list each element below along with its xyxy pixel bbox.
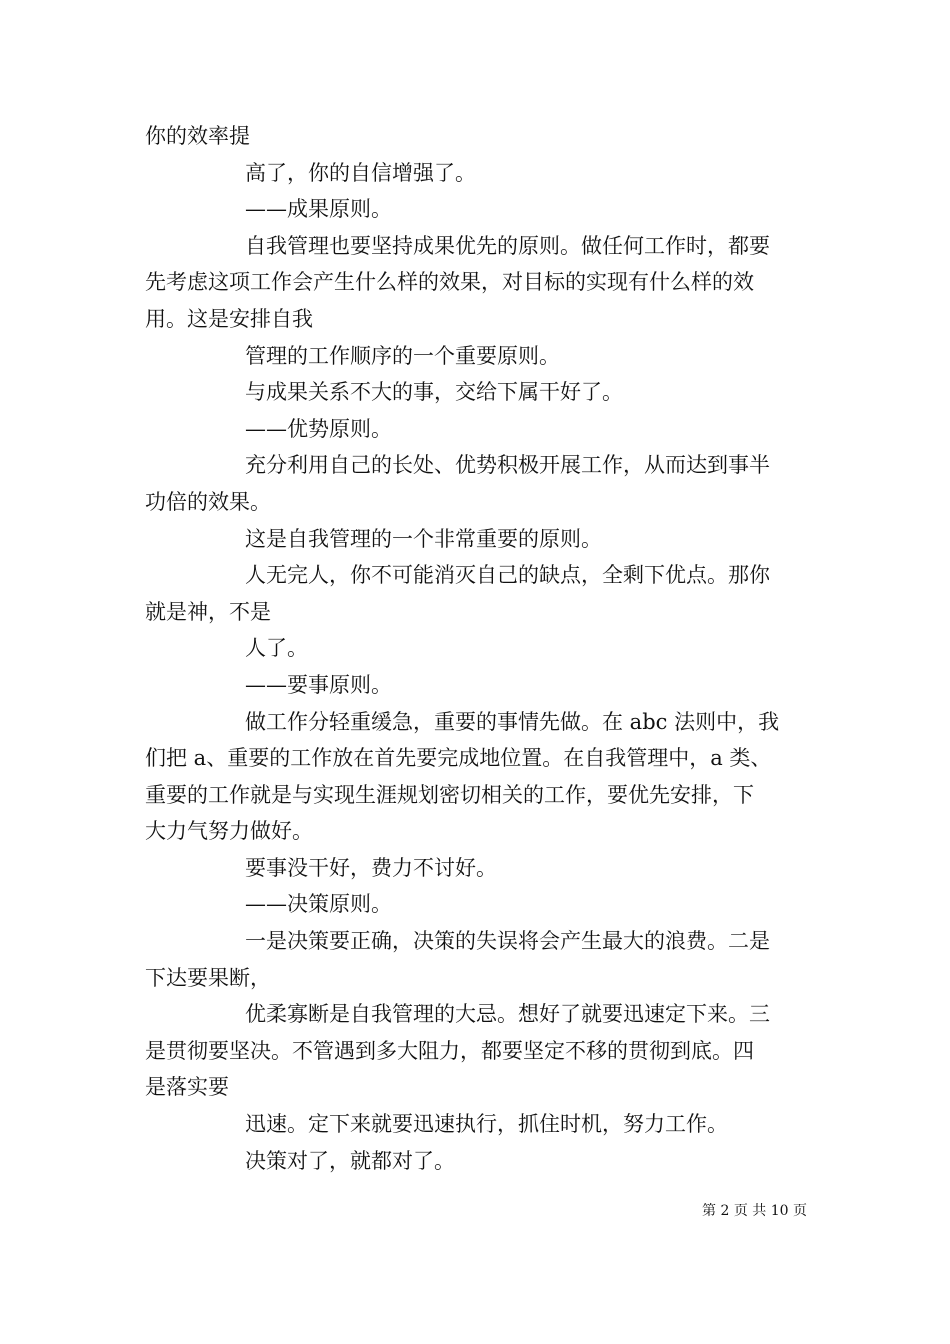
text-line: 决策对了，就都对了。 xyxy=(245,1148,455,1173)
text-line: 是落实要 xyxy=(145,1075,229,1100)
text-line: 做工作分轻重缓急，重要的事情先做。在 abc 法则中，我 xyxy=(245,709,780,734)
document-body xyxy=(145,118,807,1179)
text-line: ——要事原则。 xyxy=(245,672,392,697)
text-line: 功倍的效果。 xyxy=(145,489,271,514)
text-line: 充分利用自己的长处、优势积极开展工作，从而达到事半 xyxy=(245,453,770,478)
text-line: 下达要果断， xyxy=(145,965,271,990)
text-line: 人了。 xyxy=(245,636,308,661)
text-line: 大力气努力做好。 xyxy=(145,819,313,844)
text-line: 重要的工作就是与实现生涯规划密切相关的工作，要优先安排，下 xyxy=(145,782,754,807)
text-line: 们把 a、重要的工作放在首先要完成地位置。在自我管理中，a 类、 xyxy=(145,746,772,771)
text-line: ——成果原则。 xyxy=(245,197,392,222)
text-line: 是贯彻要坚决。不管遇到多大阻力，都要坚定不移的贯彻到底。四 xyxy=(145,1038,754,1063)
text-line: ——决策原则。 xyxy=(245,892,392,917)
text-line: 这是自我管理的一个非常重要的原则。 xyxy=(245,526,602,551)
text-line: 优柔寡断是自我管理的大忌。想好了就要迅速定下来。三 xyxy=(245,1002,770,1027)
page-number-footer: 第 2 页 共 10 页 xyxy=(702,1203,807,1219)
text-line: ——优势原则。 xyxy=(245,416,392,441)
text-line: 人无完人，你不可能消灭自己的缺点，全剩下优点。那你 xyxy=(245,563,770,588)
text-line: 就是神，不是 xyxy=(145,599,271,624)
text-line: 要事没干好，费力不讨好。 xyxy=(245,855,497,880)
text-line: 迅速。定下来就要迅速执行，抓住时机，努力工作。 xyxy=(245,1112,728,1137)
text-line: 一是决策要正确，决策的失误将会产生最大的浪费。二是 xyxy=(245,929,770,954)
text-line: 管理的工作顺序的一个重要原则。 xyxy=(245,343,560,368)
text-line: 先考虑这项工作会产生什么样的效果，对目标的实现有什么样的效 xyxy=(145,270,754,295)
text-line: 与成果关系不大的事，交给下属干好了。 xyxy=(245,380,623,405)
text-line: 你的效率提 xyxy=(145,124,250,148)
text-line: 用。这是安排自我 xyxy=(145,306,313,331)
text-line: 高了，你的自信增强了。 xyxy=(245,160,476,185)
text-line: 自我管理也要坚持成果优先的原则。做任何工作时，都要 xyxy=(245,233,770,258)
